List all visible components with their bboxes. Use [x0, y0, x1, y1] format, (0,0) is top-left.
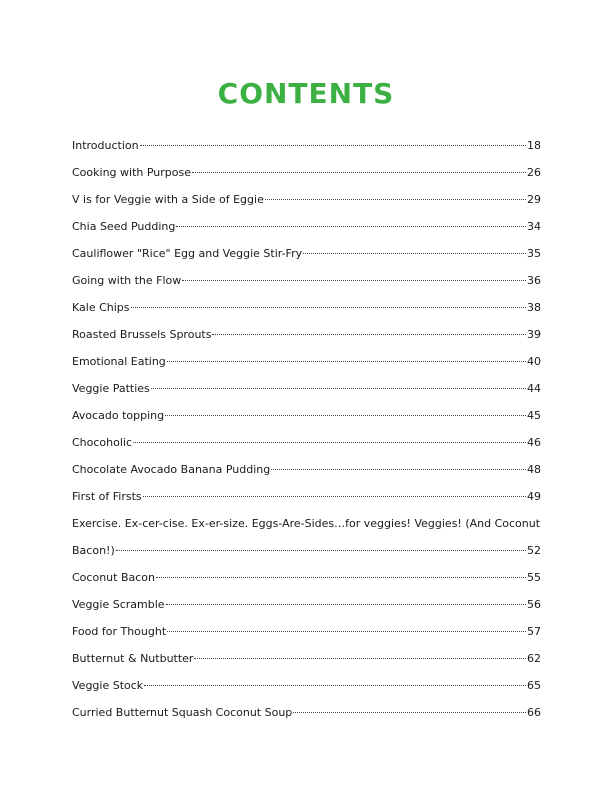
toc-page-number: 62 [527, 652, 541, 665]
toc-entry [72, 650, 541, 677]
toc-entry-label: Introduction [72, 139, 139, 152]
toc-page-number: 48 [527, 463, 541, 476]
dot-leader [156, 577, 526, 578]
toc-page-number: 35 [527, 247, 541, 260]
toc-entry [72, 380, 541, 407]
toc-entry-label: Chia Seed Pudding [72, 220, 176, 233]
dot-leader [151, 388, 526, 389]
toc-entry [72, 704, 541, 731]
toc-entry [72, 407, 541, 434]
toc-entry [72, 272, 541, 299]
toc-entry [72, 245, 541, 272]
dot-leader [116, 550, 526, 551]
dot-leader [167, 631, 526, 632]
toc-page-number: 52 [527, 544, 541, 557]
dot-leader [293, 712, 526, 713]
toc-entry-label: Veggie Patties [72, 382, 150, 395]
toc-entry [72, 569, 541, 596]
toc-entry-label: Cooking with Purpose [72, 166, 191, 179]
toc-page-number: 56 [527, 598, 541, 611]
toc-entry-label: Avocado topping [72, 409, 165, 422]
toc-page-number: 29 [527, 193, 541, 206]
toc-entry-label: Cauliflower "Rice" Egg and Veggie Stir-Fry [72, 247, 303, 260]
dot-leader [182, 280, 526, 281]
toc-entry [72, 623, 541, 650]
toc-entry-line2 [72, 542, 541, 560]
dot-leader [212, 334, 526, 335]
toc-entry [72, 461, 541, 488]
toc-entry-label: Food for Thought [72, 625, 167, 638]
toc-entry [72, 137, 541, 164]
toc-page-number: 65 [527, 679, 541, 692]
toc-entry-label: Chocoholic [72, 436, 133, 449]
dot-leader [192, 172, 526, 173]
toc-entry-label: Roasted Brussels Sprouts [72, 328, 212, 341]
toc-entry-label: First of Firsts [72, 490, 142, 503]
toc-entry [72, 191, 541, 218]
toc-page-number: 46 [527, 436, 541, 449]
toc-page-number: 34 [527, 220, 541, 233]
toc-entry-label: Curried Butternut Squash Coconut Soup [72, 706, 293, 719]
dot-leader [265, 199, 526, 200]
toc-entry-label: Going with the Flow [72, 274, 182, 287]
toc-page-number: 55 [527, 571, 541, 584]
toc-entry-label: Veggie Scramble [72, 598, 165, 611]
toc-page-number: 36 [527, 274, 541, 287]
toc-entry [72, 326, 541, 353]
dot-leader [144, 685, 526, 686]
toc-entry-label: Chocolate Avocado Banana Pudding [72, 463, 271, 476]
toc-entry-label-continued: Bacon!) [72, 544, 115, 557]
dot-leader [165, 415, 526, 416]
toc-entry-label: Kale Chips [72, 301, 130, 314]
dot-leader [271, 469, 526, 470]
toc-entry-label: Exercise. Ex-cer-cise. Ex-er-size. Eggs-Are-Sides…for veggies! Veggies! (And Coconut [72, 517, 541, 530]
toc-page-number: 39 [527, 328, 541, 341]
dot-leader [176, 226, 526, 227]
toc-entry-label: V is for Veggie with a Side of Eggie [72, 193, 264, 206]
toc-entry-label: Coconut Bacon [72, 571, 155, 584]
toc-page-number: 26 [527, 166, 541, 179]
toc-page-number: 38 [527, 301, 541, 314]
dot-leader [133, 442, 526, 443]
toc-entry [72, 218, 541, 245]
toc-page-number: 40 [527, 355, 541, 368]
toc-page-number: 49 [527, 490, 541, 503]
dot-leader [167, 361, 526, 362]
toc-entry [72, 488, 541, 515]
dot-leader [140, 145, 526, 146]
toc-entry [72, 164, 541, 191]
dot-leader [194, 658, 526, 659]
toc-entry-label: Veggie Stock [72, 679, 144, 692]
toc-page-number: 57 [527, 625, 541, 638]
toc-entry [72, 515, 541, 569]
toc-entry [72, 596, 541, 623]
dot-leader [131, 307, 526, 308]
toc-entry [72, 299, 541, 326]
toc-page-number: 44 [527, 382, 541, 395]
dot-leader [303, 253, 526, 254]
toc-entry [72, 434, 541, 461]
dot-leader [143, 496, 526, 497]
page-title: CONTENTS [217, 77, 395, 110]
toc-entry-label: Butternut & Nutbutter [72, 652, 194, 665]
toc-entry-label: Emotional Eating [72, 355, 166, 368]
toc-entry [72, 677, 541, 704]
toc-page-number: 66 [527, 706, 541, 719]
toc-page-number: 18 [527, 139, 541, 152]
dot-leader [166, 604, 526, 605]
toc-page-number: 45 [527, 409, 541, 422]
table-of-contents [72, 137, 541, 731]
toc-entry [72, 353, 541, 380]
